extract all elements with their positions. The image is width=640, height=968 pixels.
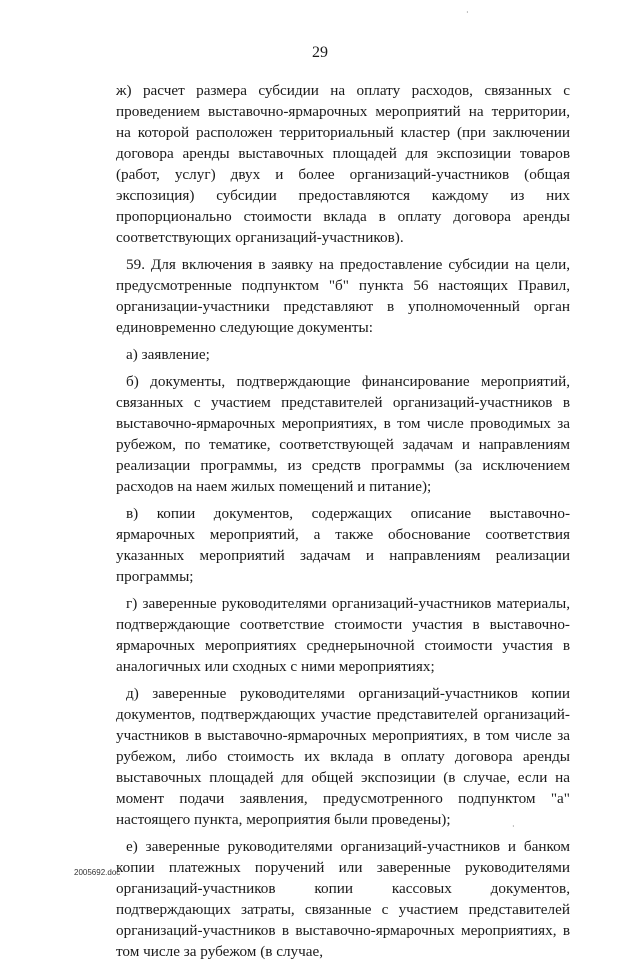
footer-filename: 2005692.doc: [74, 868, 121, 877]
scan-mark: ·: [512, 822, 515, 831]
paragraph-a: а) заявление;: [126, 346, 210, 363]
paragraph-e: е) заверенные руководителями организаций-участников и банком копии платежных поручений или заверенные руководителями организаций-участников копии кассовых документов, подтверждающих затраты, связанные с участием представителей организаций-участников в выставочно-ярмарочных мероприятиях, в том числе за рубежом (в случае,: [116, 838, 570, 960]
paragraph-d: д) заверенные руководителями организаций-участников копии документов, подтверждающих участие представителей организаций-участников в выставочно-ярмарочных мероприятиях, в том числе за рубежом, либо стоимость их вклада в оплату договора аренды выставочных площадей для общей экспозиции (в случае, если на момент подачи заявления, предусмотренного подпунктом "а" настоящего пункта, мероприятия были проведены);: [116, 685, 570, 828]
paragraph-g: г) заверенные руководителями организаций-участников материалы, подтверждающие соответствие стоимости участия в выставочно-ярмарочных мероприятиях среднерыночной стоимости участия в аналогичных или сходных с ними мероприятиях;: [116, 595, 570, 675]
paragraph-zh: ж) расчет размера субсидии на оплату расходов, связанных с проведением выставочно-ярмарочных мероприятий на территории, на которой расположен территориальный кластер (при заключении договора аренды выставочных площадей для экспозиции товаров (работ, услуг) двух и более организаций-участников (общая экспозиция) субсидии предоставляются каждому из них пропорционально стоимости вклада в оплату договора аренды соответствующих организаций-участников).: [116, 82, 570, 246]
scan-mark: ·: [466, 8, 469, 17]
paragraph-v: в) копии документов, содержащих описание выставочно-ярмарочных мероприятий, а также обоснование соответствия указанных мероприятий задачам и направлениям реализации программы;: [116, 505, 570, 585]
paragraph-b: б) документы, подтверждающие финансирование мероприятий, связанных с участием представителей организаций-участников в выставочно-ярмарочных мероприятиях, в том числе проводимых за рубежом, по тематике, соответствующей задачам и направлениям реализации программы, из средств программы (за исключением расходов на наем жилых помещений и питание);: [116, 373, 570, 495]
paragraph-59: 59. Для включения в заявку на предоставление субсидии на цели, предусмотренные подпунктом "б" пункта 56 настоящих Правил, организации-участники представляют в уполномоченный орган единовременно следующие документы:: [116, 256, 570, 336]
page-number: 29: [312, 44, 328, 61]
document-body: [116, 80, 570, 968]
